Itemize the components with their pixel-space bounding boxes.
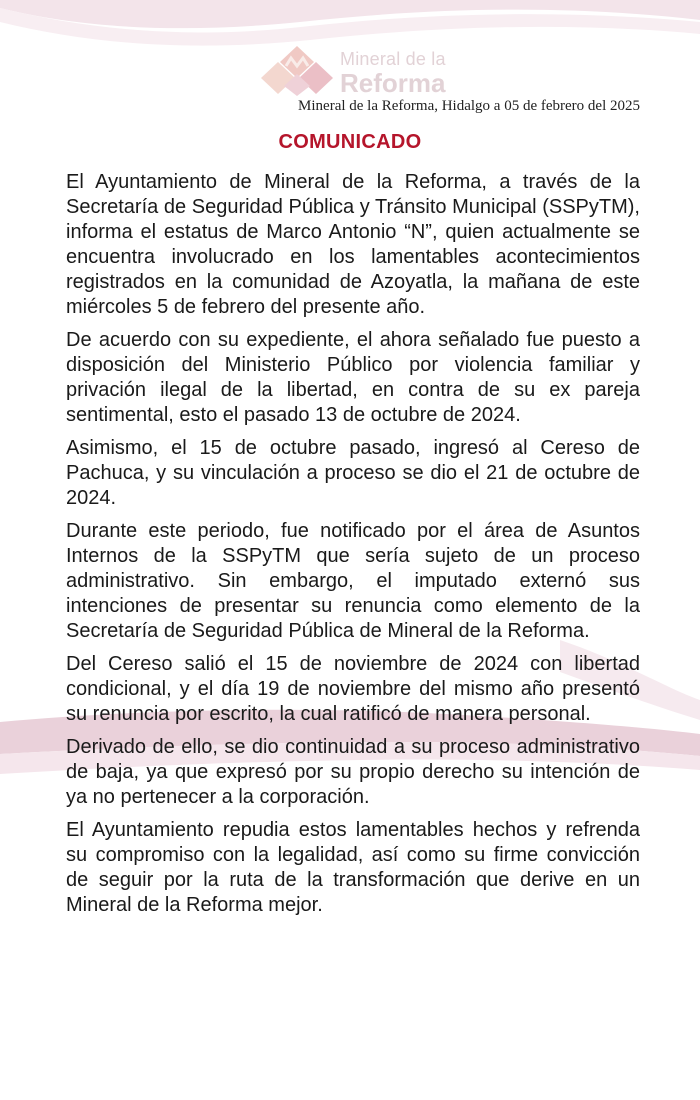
paragraph: Durante este periodo, fue notificado por el área de Asuntos Internos de la SSPyTM que sería sujeto de un proceso administrativo. Sin embargo, el imputado externó sus intenciones de presentar su renuncia como elemento de la Secretaría de Seguridad Pública de Mineral de la Reforma. — [66, 520, 640, 642]
municipal-logo — [258, 44, 458, 96]
logo-emblem-icon — [258, 44, 336, 96]
paragraph: Asimismo, el 15 de octubre pasado, ingresó al Cereso de Pachuca, y su vinculación a proceso se dio el 21 de octubre de 2024. — [66, 437, 640, 509]
paragraph: El Ayuntamiento de Mineral de la Reforma, a través de la Secretaría de Seguridad Pública y Tránsito Municipal (SSPyTM), informa el estatus de Marco Antonio “N”, quien actualmente se encuentra involucrado en los lamentables acontecimientos registrados en la comunidad de Azoyatla, la mañana de este miércoles 5 de febrero del presente año. — [66, 171, 640, 318]
document-title: COMUNICADO — [278, 131, 422, 153]
paragraph: Derivado de ello, se dio continuidad a su proceso administrativo de baja, ya que expresó por su propio derecho su intención de ya no pertenecer a la corporación. — [66, 736, 640, 808]
paragraph: De acuerdo con su expediente, el ahora señalado fue puesto a disposición del Ministerio Público por violencia familiar y privación ilegal de la libertad, en contra de su ex pareja sentimental, esto el pasado 13 de octubre de 2024. — [66, 329, 640, 426]
logo-text-line1: Mineral de la — [340, 49, 446, 69]
paragraph: El Ayuntamiento repudia estos lamentables hechos y refrenda su compromiso con la legalidad, así como su firme convicción de seguir por la ruta de la transformación que derive en un Mineral de la Reforma mejor. — [66, 819, 640, 916]
document-body — [66, 170, 640, 926]
dateline: Mineral de la Reforma, Hidalgo a 05 de febrero del 2025 — [298, 98, 640, 114]
paragraph: Del Cereso salió el 15 de noviembre de 2024 con libertad condicional, y el día 19 de noviembre del mismo año presentó su renuncia por escrito, la cual ratificó de manera personal. — [66, 653, 640, 725]
logo-text-line2: Reforma — [340, 68, 446, 98]
